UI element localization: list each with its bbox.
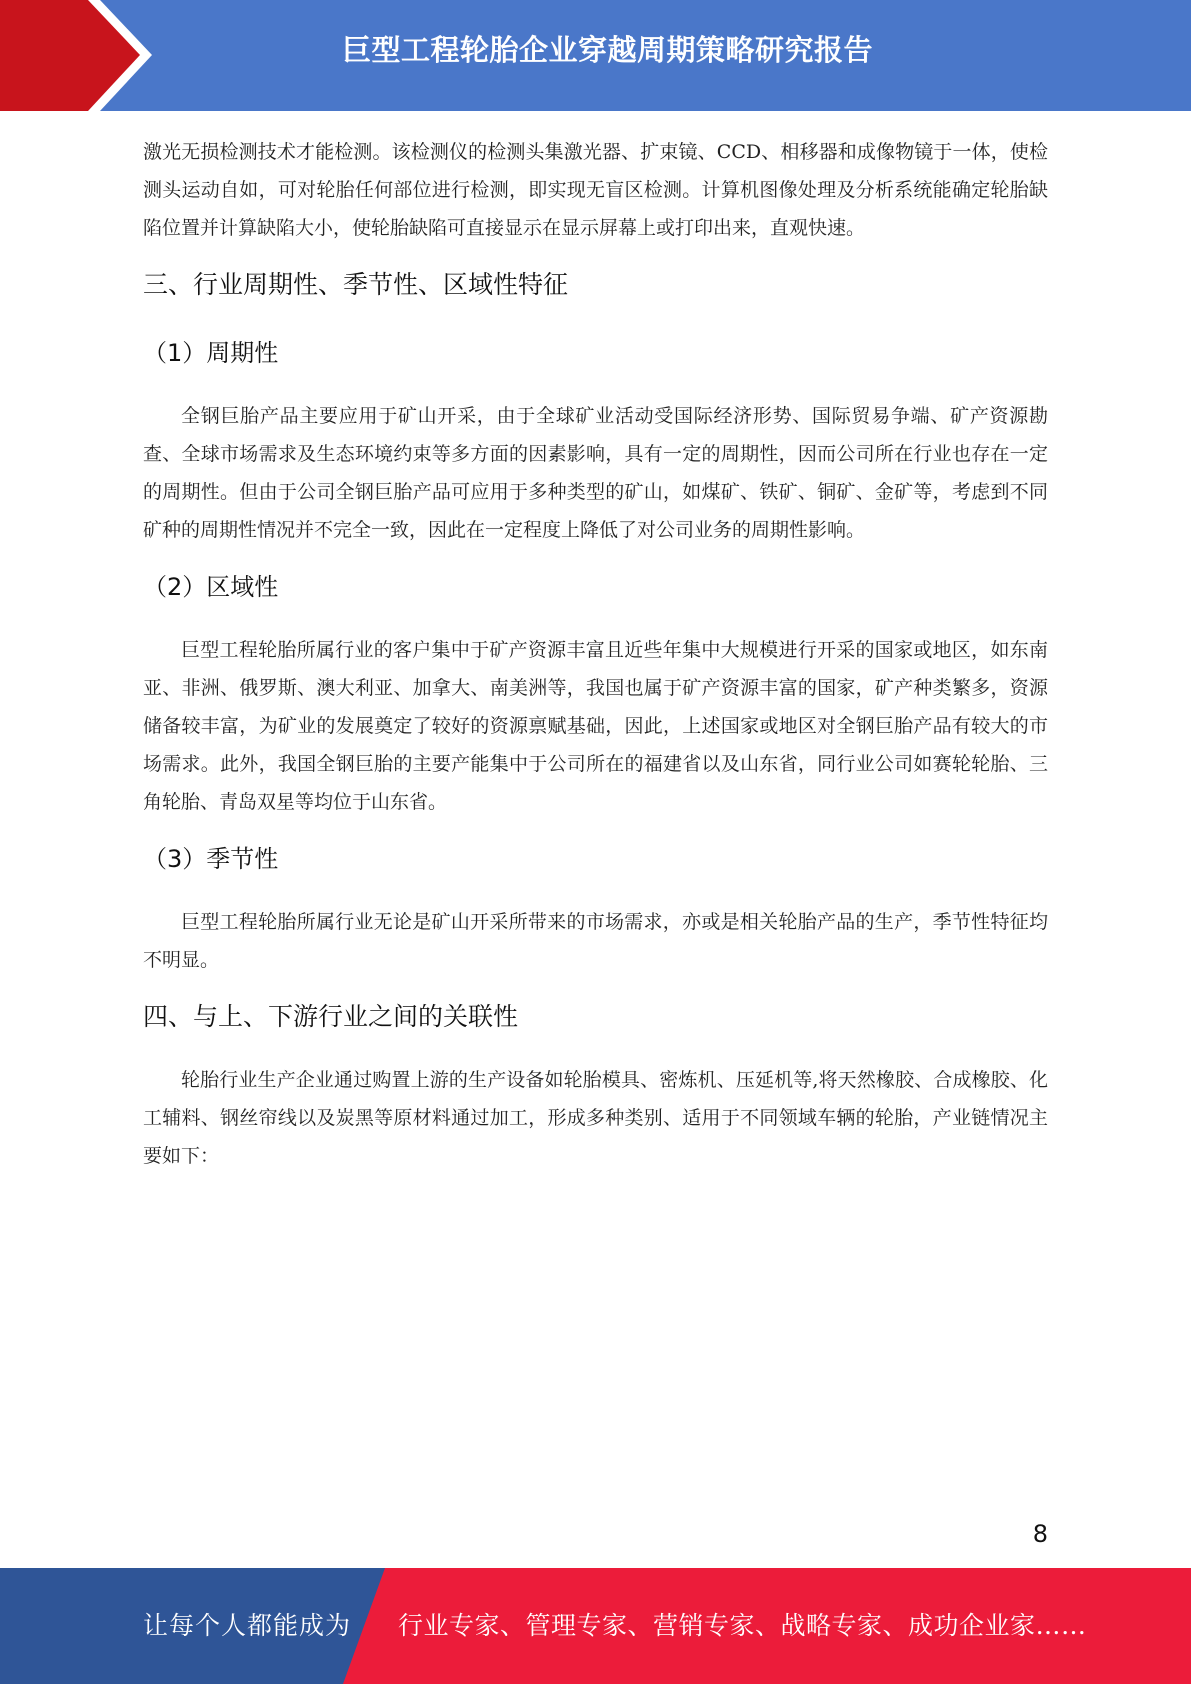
document-body <box>143 133 1048 1175</box>
seasonality-paragraph: 巨型工程轮胎所属行业无论是矿山开采所带来的市场需求，亦或是相关轮胎产品的生产，季节性特征均不明显。 <box>143 911 1048 971</box>
section-heading-3: 三、行业周期性、季节性、区域性特征 <box>143 270 569 299</box>
footer-slogan-right: 行业专家、管理专家、营销专家、战略专家、成功企业家…… <box>398 1611 1087 1640</box>
intro-paragraph: 激光无损检测技术才能检测。该检测仪的检测头集激光器、扩束镜、CCD、相移器和成像物镜于一体，使检测头运动自如，可对轮胎任何部位进行检测，即实现无盲区检测。计算机图像处理及分析系统能确定轮胎缺陷位置并计算缺陷大小，使轮胎缺陷可直接显示在显示屏幕上或打印出来，直观快速。 <box>143 141 1048 239</box>
subsection-heading-regionality: （2）区域性 <box>143 573 279 601</box>
section-heading-4: 四、与上、下游行业之间的关联性 <box>143 1002 519 1031</box>
page-footer <box>0 1568 1191 1684</box>
industry-chain-paragraph: 轮胎行业生产企业通过购置上游的生产设备如轮胎模具、密炼机、压延机等,将天然橡胶、合成橡胶、化工辅料、钢丝帘线以及炭黑等原材料通过加工，形成多种类别、适用于不同领域车辆的轮胎，产业链情况主要如下： <box>143 1069 1048 1167</box>
regionality-paragraph: 巨型工程轮胎所属行业的客户集中于矿产资源丰富且近些年集中大规模进行开采的国家或地区，如东南亚、非洲、俄罗斯、澳大利亚、加拿大、南美洲等，我国也属于矿产资源丰富的国家，矿产种类繁多，资源储备较丰富，为矿业的发展奠定了较好的资源禀赋基础，因此，上述国家或地区对全钢巨胎产品有较大的市场需求。此外，我国全钢巨胎的主要产能集中于公司所在的福建省以及山东省，同行业公司如赛轮轮胎、三角轮胎、青岛双星等均位于山东省。 <box>143 639 1048 813</box>
cyclicality-paragraph: 全钢巨胎产品主要应用于矿山开采，由于全球矿业活动受国际经济形势、国际贸易争端、矿产资源勘查、全球市场需求及生态环境约束等多方面的因素影响，具有一定的周期性，因而公司所在行业也存在一定的周期性。但由于公司全钢巨胎产品可应用于多种类型的矿山，如煤矿、铁矿、铜矿、金矿等，考虑到不同矿种的周期性情况并不完全一致，因此在一定程度上降低了对公司业务的周期性影响。 <box>143 405 1048 541</box>
subsection-heading-cyclicality: （1）周期性 <box>143 339 279 367</box>
page-header <box>0 0 1191 111</box>
report-title: 巨型工程轮胎企业穿越周期策略研究报告 <box>341 33 873 67</box>
subsection-heading-seasonality: （3）季节性 <box>143 845 279 873</box>
page-number: 8 <box>1032 1520 1048 1548</box>
footer-slogan-left: 让每个人都能成为 <box>143 1611 352 1640</box>
